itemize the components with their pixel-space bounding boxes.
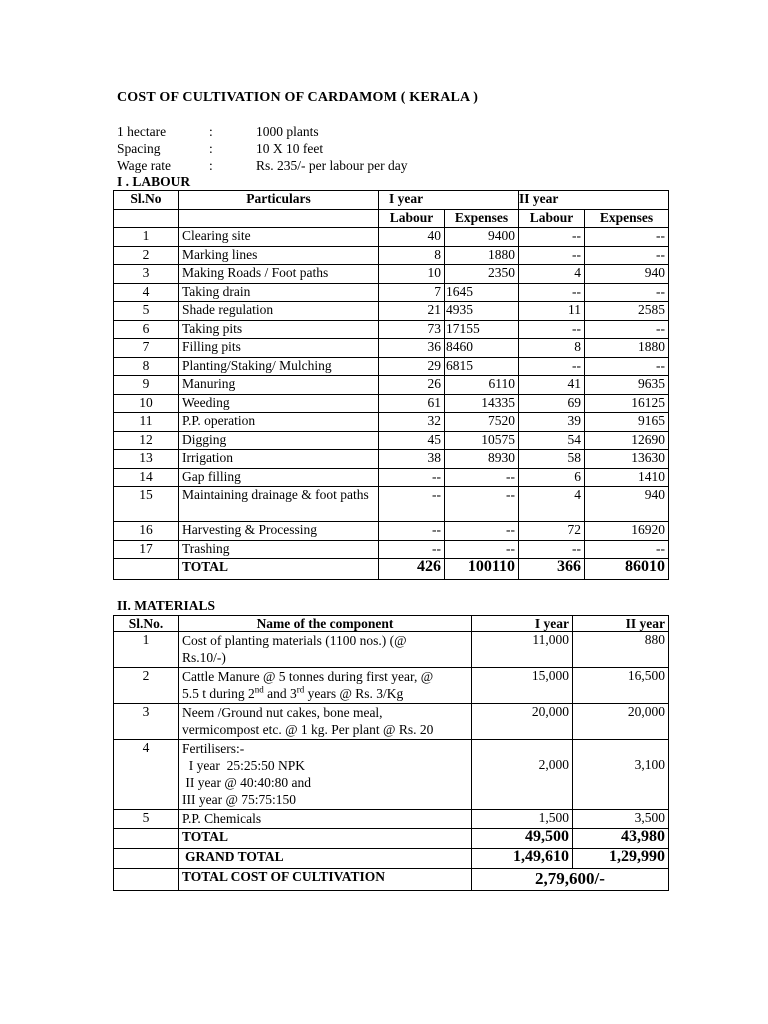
- info-sep: :: [209, 141, 213, 156]
- materials-row-component: [179, 668, 472, 704]
- labour-row-expenses2: --: [585, 357, 669, 376]
- labour-row-expenses1: 4935: [445, 302, 519, 321]
- labour-row: [114, 450, 669, 469]
- labour-row-labour2: 41: [519, 376, 585, 395]
- labour-row: [114, 540, 669, 559]
- labour-row-labour1: 29: [379, 357, 445, 376]
- labour-row-slno: 17: [114, 540, 179, 559]
- labour-row-slno: 7: [114, 339, 179, 358]
- materials-header-row: [114, 616, 669, 632]
- header-expenses2: Expenses: [585, 209, 669, 228]
- labour-row-labour2: --: [519, 246, 585, 265]
- labour-row-labour2: 54: [519, 431, 585, 450]
- labour-row: [114, 265, 669, 284]
- info-label: Spacing: [117, 141, 161, 156]
- labour-header-row: [114, 191, 669, 210]
- labour-row-particulars: Digging: [179, 431, 379, 450]
- labour-row: [114, 320, 669, 339]
- labour-row-particulars: Clearing site: [179, 228, 379, 247]
- labour-row-particulars: Weeding: [179, 394, 379, 413]
- labour-row-particulars: Filling pits: [179, 339, 379, 358]
- labour-row-labour2: --: [519, 320, 585, 339]
- materials-row-year2: 20,000: [573, 704, 669, 740]
- materials-row-slno: 2: [114, 668, 179, 704]
- materials-row-component: [179, 740, 472, 810]
- materials-row: [114, 668, 669, 704]
- labour-row-expenses2: 12690: [585, 431, 669, 450]
- labour-row-slno: 10: [114, 394, 179, 413]
- materials-row-slno: 1: [114, 632, 179, 668]
- component-line: vermicompost etc. @ 1 kg. Per plant @ Rs. 20: [182, 722, 434, 737]
- header-component: Name of the component: [179, 616, 472, 632]
- labour-row-slno: 15: [114, 487, 179, 522]
- labour-row-labour1: 45: [379, 431, 445, 450]
- labour-row-expenses2: 16125: [585, 394, 669, 413]
- labour-subheader-row: [114, 209, 669, 228]
- labour-row-expenses2: --: [585, 320, 669, 339]
- labour-row-expenses2: 9165: [585, 413, 669, 432]
- labour-row: [114, 431, 669, 450]
- info-sep: :: [209, 158, 213, 173]
- materials-total-row-year1: 49,500: [472, 829, 573, 849]
- total-cost-label: TOTAL COST OF CULTIVATION: [179, 869, 472, 891]
- labour-row-expenses2: 16920: [585, 522, 669, 541]
- labour-row-labour1: 10: [379, 265, 445, 284]
- labour-row: [114, 487, 669, 522]
- page-title: COST OF CULTIVATION OF CARDAMOM ( KERALA ): [117, 90, 479, 105]
- labour-row-expenses1: --: [445, 487, 519, 522]
- labour-row-slno: 2: [114, 246, 179, 265]
- header-labour2: Labour: [519, 209, 585, 228]
- header-blank: [114, 209, 179, 228]
- materials-row-year1: 1,500: [472, 810, 573, 829]
- info-label: Wage rate: [117, 158, 171, 173]
- labour-row: [114, 357, 669, 376]
- labour-row-particulars: Irrigation: [179, 450, 379, 469]
- labour-row-labour1: 26: [379, 376, 445, 395]
- header-slno: Sl.No: [114, 191, 179, 210]
- materials-row: [114, 810, 669, 829]
- materials-grand-total-row: [114, 849, 669, 869]
- component-line: Rs.10/-): [182, 650, 226, 665]
- labour-row-expenses1: 6110: [445, 376, 519, 395]
- labour-row-labour1: 7: [379, 283, 445, 302]
- labour-row-particulars: Maintaining drainage & foot paths: [179, 487, 379, 522]
- materials-total-row-year2: 43,980: [573, 829, 669, 849]
- labour-row-labour1: --: [379, 487, 445, 522]
- labour-row-expenses1: --: [445, 522, 519, 541]
- info-value: 10 X 10 feet: [256, 141, 324, 156]
- header-particulars: Particulars: [179, 191, 379, 210]
- materials-row-year2: 3,100: [573, 740, 669, 810]
- labour-row-particulars: Manuring: [179, 376, 379, 395]
- materials-row: [114, 632, 669, 668]
- materials-row-slno: 5: [114, 810, 179, 829]
- header-year1: I year: [472, 616, 573, 632]
- labour-row-slno: 11: [114, 413, 179, 432]
- labour-row-slno: 5: [114, 302, 179, 321]
- info-value: 1000 plants: [256, 124, 319, 139]
- labour-row-expenses1: 8460: [445, 339, 519, 358]
- labour-row-slno: 3: [114, 265, 179, 284]
- labour-row-particulars: Shade regulation: [179, 302, 379, 321]
- header-labour1: Labour: [379, 209, 445, 228]
- labour-row-expenses1: 17155: [445, 320, 519, 339]
- materials-total-row: [114, 829, 669, 849]
- labour-row-slno: 12: [114, 431, 179, 450]
- labour-row-labour2: 4: [519, 265, 585, 284]
- labour-row-expenses1: --: [445, 468, 519, 487]
- labour-row-expenses2: --: [585, 283, 669, 302]
- materials-row-slno: 3: [114, 704, 179, 740]
- labour-row: [114, 228, 669, 247]
- materials-row-component: [179, 704, 472, 740]
- labour-row-expenses2: --: [585, 246, 669, 265]
- labour-row-slno: 8: [114, 357, 179, 376]
- labour-total-labour2: 366: [519, 559, 585, 580]
- labour-row: [114, 413, 669, 432]
- labour-row-slno: 16: [114, 522, 179, 541]
- labour-row-labour2: --: [519, 283, 585, 302]
- total-cost-value: 2,79,600/-: [472, 869, 669, 891]
- header-slno: Sl.No.: [114, 616, 179, 632]
- labour-row-labour2: --: [519, 540, 585, 559]
- labour-row-labour1: 73: [379, 320, 445, 339]
- labour-row-expenses2: --: [585, 228, 669, 247]
- header-year1: I year: [379, 191, 519, 210]
- labour-row-expenses2: 1410: [585, 468, 669, 487]
- labour-row-labour1: 21: [379, 302, 445, 321]
- labour-row-labour1: --: [379, 468, 445, 487]
- labour-row: [114, 376, 669, 395]
- labour-row: [114, 394, 669, 413]
- materials-row-slno: 4: [114, 740, 179, 810]
- labour-row: [114, 302, 669, 321]
- labour-row-slno: 9: [114, 376, 179, 395]
- labour-row-particulars: Trashing: [179, 540, 379, 559]
- labour-row-labour1: 36: [379, 339, 445, 358]
- header-year2: II year: [573, 616, 669, 632]
- labour-row-expenses1: 2350: [445, 265, 519, 284]
- labour-row-particulars: P.P. operation: [179, 413, 379, 432]
- labour-row-expenses2: 940: [585, 265, 669, 284]
- labour-row-expenses1: --: [445, 540, 519, 559]
- component-line: I year 25:25:50 NPK: [182, 758, 305, 773]
- labour-row-slno: 4: [114, 283, 179, 302]
- labour-row-labour1: 38: [379, 450, 445, 469]
- labour-row-expenses1: 1645: [445, 283, 519, 302]
- labour-row-expenses2: 1880: [585, 339, 669, 358]
- labour-row-labour2: 11: [519, 302, 585, 321]
- labour-row-labour2: --: [519, 357, 585, 376]
- labour-row: [114, 522, 669, 541]
- info-label: 1 hectare: [117, 124, 167, 139]
- labour-row-slno: 6: [114, 320, 179, 339]
- blank-cell: [114, 869, 179, 891]
- labour-heading: I . LABOUR: [117, 174, 191, 189]
- labour-row-expenses1: 1880: [445, 246, 519, 265]
- labour-row-expenses1: 14335: [445, 394, 519, 413]
- labour-total-label: TOTAL: [179, 559, 379, 580]
- labour-row-slno: 14: [114, 468, 179, 487]
- materials-grand-total-row-label: GRAND TOTAL: [179, 849, 472, 869]
- labour-row-expenses1: 7520: [445, 413, 519, 432]
- component-line: Neem /Ground nut cakes, bone meal,: [182, 705, 383, 720]
- labour-table: [113, 190, 669, 580]
- materials-row-year1: 15,000: [472, 668, 573, 704]
- info-value: Rs. 235/- per labour per day: [256, 158, 408, 173]
- component-line: P.P. Chemicals: [182, 811, 262, 826]
- materials-grand-total-row-year2: 1,29,990: [573, 849, 669, 869]
- materials-row-component: [179, 810, 472, 829]
- materials-row-year1: 2,000: [472, 740, 573, 810]
- labour-row-expenses1: 10575: [445, 431, 519, 450]
- labour-row-slno: 1: [114, 228, 179, 247]
- component-line: II year @ 40:40:80 and: [182, 775, 312, 790]
- labour-row-labour2: 8: [519, 339, 585, 358]
- header-year2: II year: [519, 191, 669, 210]
- labour-row: [114, 468, 669, 487]
- labour-row-expenses1: 9400: [445, 228, 519, 247]
- labour-row-labour1: 40: [379, 228, 445, 247]
- labour-row-labour2: 4: [519, 487, 585, 522]
- materials-total-cost-row: [114, 869, 669, 891]
- labour-row-labour2: 58: [519, 450, 585, 469]
- materials-row-year2: 880: [573, 632, 669, 668]
- materials-row-year1: 20,000: [472, 704, 573, 740]
- labour-row-labour1: --: [379, 522, 445, 541]
- labour-total-row: [114, 559, 669, 580]
- labour-row-expenses2: --: [585, 540, 669, 559]
- labour-row-particulars: Harvesting & Processing: [179, 522, 379, 541]
- materials-heading: II. MATERIALS: [117, 598, 216, 613]
- component-line: Cost of planting materials (1100 nos.) (@: [182, 633, 407, 648]
- labour-row-labour1: 61: [379, 394, 445, 413]
- labour-row-particulars: Taking pits: [179, 320, 379, 339]
- materials-row-component: [179, 632, 472, 668]
- labour-row-slno: 13: [114, 450, 179, 469]
- labour-total-expenses2: 86010: [585, 559, 669, 580]
- labour-row-particulars: Taking drain: [179, 283, 379, 302]
- labour-row-particulars: Planting/Staking/ Mulching: [179, 357, 379, 376]
- labour-total-labour1: 426: [379, 559, 445, 580]
- labour-row-expenses2: 2585: [585, 302, 669, 321]
- labour-row-particulars: Making Roads / Foot paths: [179, 265, 379, 284]
- materials-total-row-label: TOTAL: [179, 829, 472, 849]
- header-blank: [179, 209, 379, 228]
- labour-row-expenses2: 9635: [585, 376, 669, 395]
- info-sep: :: [209, 124, 213, 139]
- labour-row-labour1: 32: [379, 413, 445, 432]
- labour-row: [114, 339, 669, 358]
- materials-grand-total-row-year1: 1,49,610: [472, 849, 573, 869]
- labour-row-labour1: --: [379, 540, 445, 559]
- labour-row-expenses2: 13630: [585, 450, 669, 469]
- labour-row-particulars: Gap filling: [179, 468, 379, 487]
- component-line: III year @ 75:75:150: [182, 792, 297, 807]
- labour-total-blank: [114, 559, 179, 580]
- materials-table: [113, 615, 669, 891]
- labour-row-labour2: 69: [519, 394, 585, 413]
- materials-row-year1: 11,000: [472, 632, 573, 668]
- labour-row: [114, 246, 669, 265]
- labour-row-expenses1: 6815: [445, 357, 519, 376]
- labour-row-labour2: --: [519, 228, 585, 247]
- labour-row-labour1: 8: [379, 246, 445, 265]
- labour-row-expenses1: 8930: [445, 450, 519, 469]
- blank-cell: [114, 829, 179, 849]
- header-expenses1: Expenses: [445, 209, 519, 228]
- component-line: Fertilisers:-: [182, 741, 245, 756]
- blank-cell: [114, 849, 179, 869]
- materials-row-year2: 16,500: [573, 668, 669, 704]
- materials-row: [114, 740, 669, 810]
- labour-row-particulars: Marking lines: [179, 246, 379, 265]
- labour-total-expenses1: 100110: [445, 559, 519, 580]
- materials-row: [114, 704, 669, 740]
- labour-row-labour2: 39: [519, 413, 585, 432]
- labour-row-labour2: 6: [519, 468, 585, 487]
- labour-row-labour2: 72: [519, 522, 585, 541]
- materials-row-year2: 3,500: [573, 810, 669, 829]
- component-line: 5.5 t during 2nd and 3rd years @ Rs. 3/Kg: [182, 684, 404, 701]
- labour-row-expenses2: 940: [585, 487, 669, 522]
- labour-row: [114, 283, 669, 302]
- component-line: Cattle Manure @ 5 tonnes during first year, @: [182, 669, 434, 684]
